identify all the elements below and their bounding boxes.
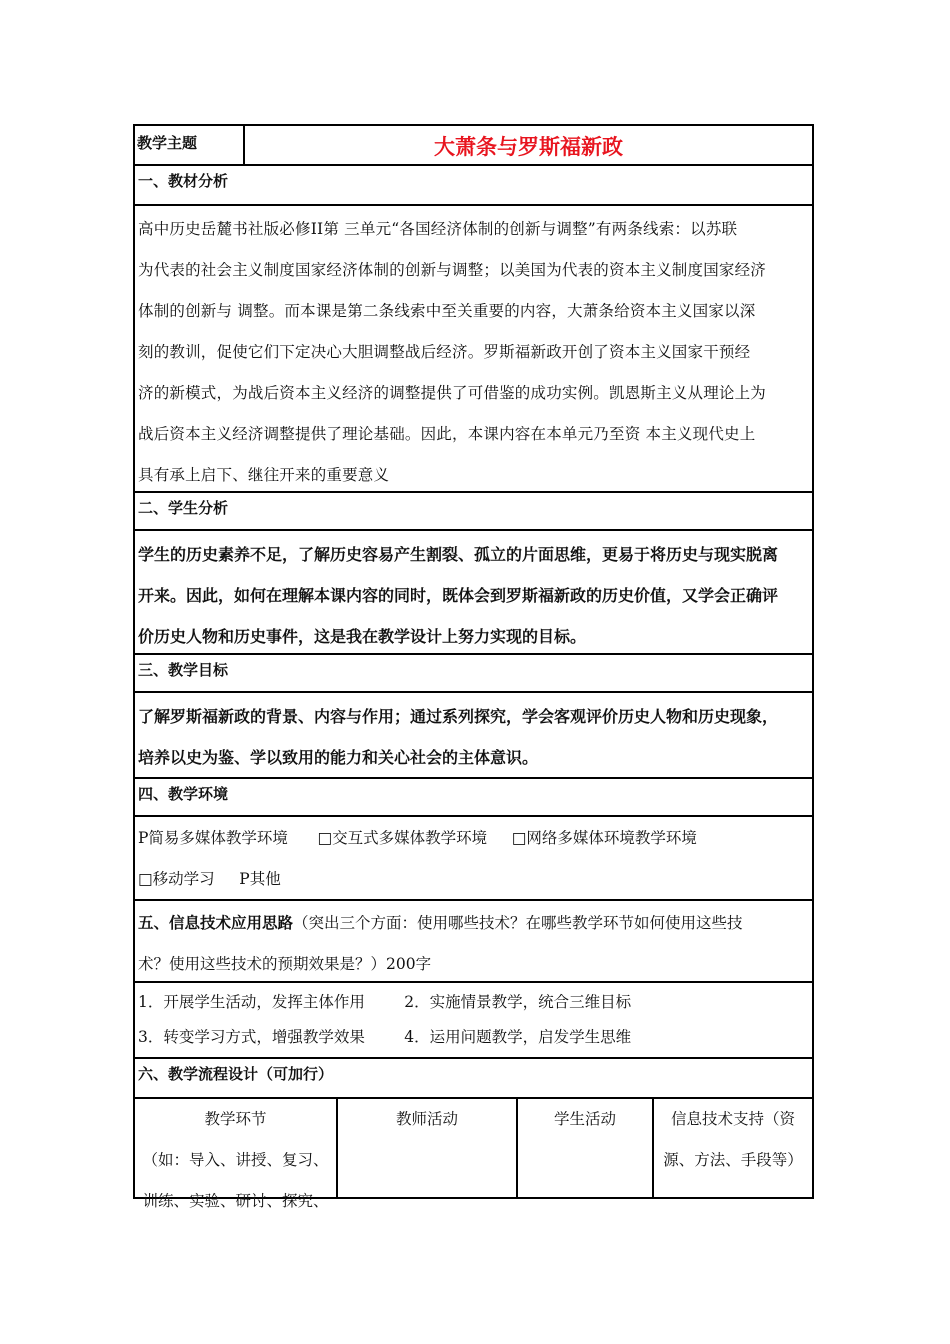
section1-line: 具有承上启下、继往开来的重要意义: [138, 466, 390, 484]
section2-line: 学生的历史素养不足，了解历史容易产生割裂、孤立的片面思维，更易于将历史与现实脱离: [138, 545, 779, 564]
section1-heading-row: [133, 166, 814, 206]
section3-line: 培养以史为鉴、学以致用的能力和关心社会的主体意识。: [138, 748, 539, 767]
lesson-plan-table: [133, 124, 814, 1210]
section1-line: 战后资本主义经济调整提供了理论基础。因此，本课内容在本单元乃至资 本主义现代史上: [138, 425, 756, 443]
flow-col-teacher-label: 教师活动: [395, 1110, 458, 1128]
section5-heading: 五、信息技术应用思路: [138, 913, 294, 932]
flow-col-stage: [135, 1099, 338, 1210]
section5-heading-line: [135, 902, 812, 944]
section6-heading: 六、教学流程设计（可加行）: [138, 1065, 334, 1083]
environment-options-line: P简易多媒体教学环境 □交互式多媒体教学环境 □网络多媒体环境教学环境: [138, 829, 697, 847]
flow-table-header: [133, 1099, 814, 1210]
topic-title: 大萧条与罗斯福新政: [434, 134, 623, 159]
section4-body: [133, 817, 814, 901]
flow-col-student: [518, 1099, 654, 1197]
tech-approach-line: 3．转变学习方式，增强教学效果 4．运用问题教学，启发学生思维: [138, 1028, 632, 1046]
flow-col-stage-line: 训练、实验、研讨、探究、: [142, 1192, 329, 1210]
flow-col-tech: [654, 1099, 812, 1197]
section5-heading-note: （突出三个方面：使用哪些技术？在哪些教学环节如何使用这些技: [293, 914, 743, 932]
tech-approach-line: 1．开展学生活动，发挥主体作用 2．实施情景教学，统合三维目标: [138, 993, 632, 1011]
topic-row: [133, 124, 814, 166]
section1-line: 刻的教训，促使它们下定决心大胆调整战后经济。罗斯福新政开创了资本主义国家干预经: [138, 343, 751, 361]
section1-line: 为代表的社会主义制度国家经济体制的创新与调整；以美国为代表的资本主义制度国家经济: [138, 261, 767, 279]
flow-col-teacher: [338, 1099, 518, 1197]
section2-heading-row: [133, 493, 814, 531]
section2-body: [133, 531, 814, 655]
section1-line: 体制的创新与 调整。而本课是第二条线索中至关重要的内容，大萧条给资本主义国家以深: [138, 302, 756, 320]
flow-col-tech-line: 源、方法、手段等）: [663, 1151, 803, 1169]
section1-line: 高中历史岳麓书社版必修II第 三单元“各国经济体制的创新与调整”有两条线索：以苏联: [138, 220, 738, 238]
section1-body: [133, 206, 814, 493]
section6-heading-row: [133, 1059, 814, 1099]
section5-heading-line2: 术？使用这些技术的预期效果是？）200字: [138, 955, 432, 973]
section4-heading: 四、教学环境: [138, 785, 229, 803]
flow-col-student-label: 学生活动: [553, 1110, 616, 1128]
section2-line: 开来。因此，如何在理解本课内容的同时，既体会到罗斯福新政的历史价值，又学会正确评: [138, 586, 779, 605]
section3-heading: 三、教学目标: [138, 661, 229, 679]
environment-options-line: □移动学习 P其他: [138, 870, 281, 888]
flow-col-stage-line: 教学环节: [204, 1110, 267, 1128]
section2-heading: 二、学生分析: [138, 499, 229, 517]
section3-heading-row: [133, 655, 814, 693]
section2-line: 价历史人物和历史事件，这是我在教学设计上努力实现的目标。: [138, 627, 587, 646]
section1-line: 济的新模式，为战后资本主义经济的调整提供了可借鉴的成功实例。凯恩斯主义从理论上为: [138, 384, 767, 402]
flow-col-tech-line: 信息技术支持（资: [670, 1110, 795, 1128]
flow-col-stage-line: （如：导入、讲授、复习、: [142, 1151, 329, 1169]
section1-heading: 一、教材分析: [138, 172, 229, 190]
section3-body: [133, 693, 814, 779]
topic-label: 教学主题: [135, 126, 245, 164]
section5-body: [133, 983, 814, 1059]
section3-line: 了解罗斯福新政的背景、内容与作用；通过系列探究，学会客观评价历史人物和历史现象，: [138, 707, 779, 726]
section4-heading-row: [133, 779, 814, 817]
section5-heading-row: [133, 901, 814, 983]
